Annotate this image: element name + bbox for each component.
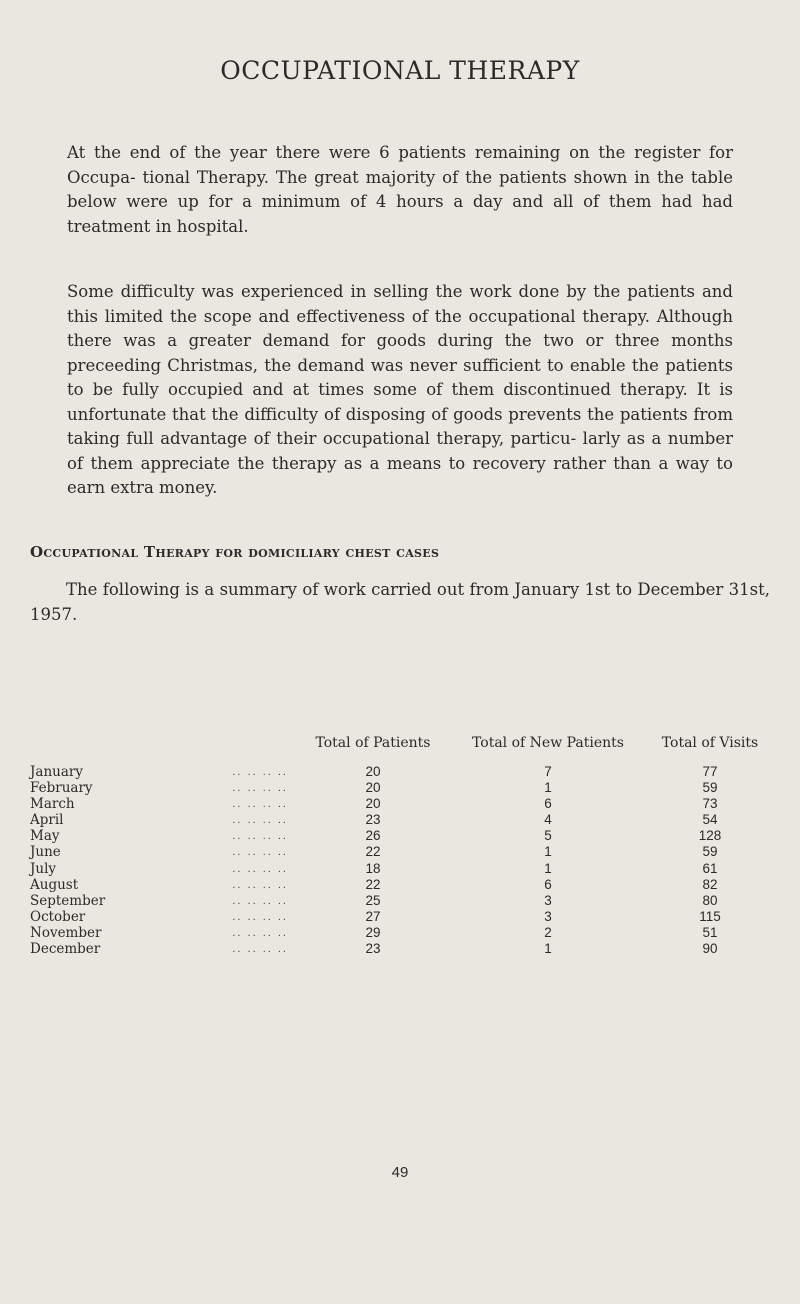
summary-paragraph: The following is a summary of work carried out from January 1st to December 31st, 1957. — [30, 580, 770, 624]
month-cell — [30, 861, 288, 877]
total-patients-cell: 22 — [365, 876, 381, 892]
table-row — [30, 796, 782, 812]
total-patients-cell: 18 — [365, 860, 381, 876]
month-name: May — [30, 828, 64, 844]
section-heading: Occupational Therapy for domiciliary chest cases — [30, 543, 440, 561]
month-cell — [30, 941, 288, 957]
table-row — [30, 828, 782, 844]
total-patients-cell: 29 — [365, 924, 381, 940]
table-row — [30, 812, 782, 828]
table-row — [30, 925, 782, 941]
total-new-patients-cell: 3 — [544, 908, 552, 924]
month-name: November — [30, 925, 105, 941]
total-new-patients-cell: 1 — [544, 844, 552, 860]
total-patients-cell: 20 — [365, 764, 381, 779]
total-visits-cell: 51 — [702, 924, 718, 940]
table-header-row — [30, 735, 782, 764]
total-visits-cell: 90 — [702, 941, 718, 957]
total-patients-cell: 25 — [365, 892, 381, 908]
table-row — [30, 941, 782, 957]
total-visits-cell: 82 — [702, 876, 718, 892]
leader-dots: .. .. .. .. — [232, 846, 288, 859]
total-patients-cell: 20 — [365, 796, 381, 812]
header-month — [30, 735, 288, 764]
leader-dots: .. .. .. .. — [232, 814, 288, 827]
month-name: December — [30, 941, 104, 957]
table-row — [30, 764, 782, 780]
total-patients-cell: 23 — [365, 941, 381, 957]
leader-dots: .. .. .. .. — [232, 943, 288, 956]
table-row — [30, 844, 782, 860]
month-cell — [30, 893, 288, 909]
total-patients-cell: 20 — [365, 780, 381, 796]
header-total-patients: Total of Patients — [315, 735, 431, 751]
leader-dots: .. .. .. .. — [232, 782, 288, 795]
total-new-patients-cell: 5 — [544, 828, 552, 844]
total-visits-cell: 128 — [698, 828, 722, 844]
leader-dots: .. .. .. .. — [232, 894, 288, 907]
month-name: June — [30, 844, 65, 860]
leader-dots: .. .. .. .. — [232, 766, 288, 778]
therapy-summary-table — [30, 735, 782, 957]
month-name: August — [30, 877, 82, 893]
table-body — [30, 764, 782, 957]
leader-dots: .. .. .. .. — [232, 878, 288, 891]
total-visits-cell: 73 — [702, 796, 718, 812]
total-new-patients-cell: 3 — [544, 892, 552, 908]
total-visits-cell: 80 — [702, 892, 718, 908]
month-cell — [30, 909, 288, 925]
month-cell — [30, 925, 288, 941]
month-cell — [30, 780, 288, 796]
intro-paragraph: At the end of the year there were 6 patients remaining on the register for Occupa- tional Therapy. The great majority of the patients shown in the table below were up for a minimum of 4 hours a day and all of them had had treatment in hospital. — [67, 143, 733, 236]
total-new-patients-cell: 2 — [544, 924, 552, 940]
leader-dots: .. .. .. .. — [232, 910, 288, 923]
month-cell — [30, 828, 288, 844]
total-visits-cell: 54 — [702, 812, 718, 828]
header-total-visits: Total of Visits — [661, 735, 759, 751]
month-name: July — [30, 861, 60, 877]
month-name: April — [30, 812, 67, 828]
total-visits-cell: 77 — [702, 764, 718, 779]
total-new-patients-cell: 1 — [544, 941, 552, 957]
table-row — [30, 861, 782, 877]
month-name: February — [30, 780, 97, 796]
table-row — [30, 909, 782, 925]
total-new-patients-cell: 7 — [544, 764, 552, 779]
month-cell — [30, 877, 288, 893]
month-cell — [30, 764, 288, 780]
total-new-patients-cell: 4 — [544, 812, 552, 828]
leader-dots: .. .. .. .. — [232, 798, 288, 811]
leader-dots: .. .. .. .. — [232, 926, 288, 939]
month-cell — [30, 796, 288, 812]
total-visits-cell: 115 — [699, 908, 721, 924]
table-row — [30, 877, 782, 893]
total-visits-cell: 61 — [702, 860, 718, 876]
table-row — [30, 780, 782, 796]
total-visits-cell: 59 — [702, 844, 718, 860]
difficulty-paragraph: Some difficulty was experienced in selling the work done by the patients and this limited the scope and effectiveness of the occupational therapy. Although there was a greater demand for goods during the two or three months preceeding Christmas, the demand was never sufficient to enable the patients to be fully occupied and at times some of them discontinued therapy. It is unfortunate that the difficulty of disposing of goods prevents the patients from taking full advantage of their occupational therapy, particu- larly as a number of them appreciate the therapy as a means to recovery rather than a way to earn extra money. — [67, 282, 733, 497]
total-patients-cell: 27 — [365, 908, 381, 924]
leader-dots: .. .. .. .. — [232, 862, 288, 875]
header-total-new-patients: Total of New Patients — [472, 735, 624, 751]
month-name: September — [30, 893, 109, 909]
total-patients-cell: 23 — [365, 812, 381, 828]
month-cell — [30, 844, 288, 860]
month-cell — [30, 812, 288, 828]
total-new-patients-cell: 1 — [544, 860, 552, 876]
table-row — [30, 893, 782, 909]
month-name: October — [30, 909, 89, 925]
leader-dots: .. .. .. .. — [232, 830, 288, 843]
total-new-patients-cell: 1 — [544, 780, 552, 796]
total-visits-cell: 59 — [702, 780, 718, 796]
total-new-patients-cell: 6 — [544, 876, 552, 892]
total-patients-cell: 22 — [365, 844, 381, 860]
total-new-patients-cell: 6 — [544, 796, 552, 812]
month-name: March — [30, 796, 79, 812]
total-patients-cell: 26 — [365, 828, 381, 844]
page-title: OCCUPATIONAL THERAPY — [220, 56, 580, 85]
page-number: 49 — [391, 1164, 409, 1181]
month-name: January — [30, 764, 87, 780]
